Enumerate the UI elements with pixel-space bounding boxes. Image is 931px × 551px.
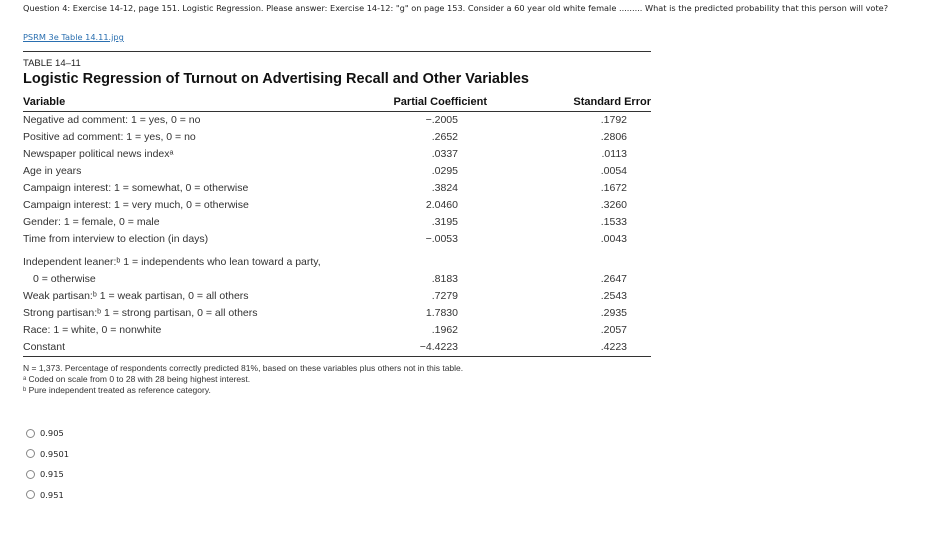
variable-cell: Campaign interest: 1 = very much, 0 = otherwise <box>23 199 249 211</box>
radio-button[interactable] <box>26 470 35 479</box>
table-row <box>23 271 651 288</box>
table-title: Logistic Regression of Turnout on Advertising Recall and Other Variables <box>23 71 529 87</box>
table-row <box>23 322 651 339</box>
table-number: TABLE 14–11 <box>23 58 81 69</box>
answer-option[interactable] <box>26 485 69 506</box>
variable-cell: Gender: 1 = female, 0 = male <box>23 216 160 228</box>
standard-error-cell: .2935 <box>600 307 627 319</box>
variable-cell: Time from interview to election (in days) <box>23 233 209 245</box>
partial-coefficient-cell: −.2005 <box>425 114 458 126</box>
table-row <box>23 129 651 146</box>
table-row <box>23 254 651 271</box>
standard-error-cell: .1533 <box>600 216 627 228</box>
variable-cell: Weak partisan:ᵇ 1 = weak partisan, 0 = all others <box>23 290 249 302</box>
answer-option[interactable] <box>26 444 69 465</box>
table-body-group-2 <box>23 254 651 356</box>
table-body-group-1 <box>23 112 651 248</box>
table-notes <box>23 363 651 396</box>
variable-cell: Strong partisan:ᵇ 1 = strong partisan, 0 = all others <box>23 307 258 319</box>
standard-error-cell: .3260 <box>600 199 627 211</box>
table-row <box>23 214 651 231</box>
partial-coefficient-cell: −4.4223 <box>419 341 458 353</box>
radio-button[interactable] <box>26 449 35 458</box>
variable-cell: Race: 1 = white, 0 = nonwhite <box>23 324 162 336</box>
partial-coefficient-cell: .1962 <box>431 324 458 336</box>
question-text: Question 4: Exercise 14-12, page 151. Logistic Regression. Please answer: Exercise 14-12: "g" on page 153. Consider a 60 year old white female ......... What is the predicted probability that this person will vote? <box>23 3 889 13</box>
header-partial-coefficient: Partial Coefficient <box>393 96 487 108</box>
variable-cell: Newspaper political news indexᵃ <box>23 148 174 160</box>
answer-option[interactable] <box>26 423 69 444</box>
partial-coefficient-cell: .3824 <box>431 182 458 194</box>
table-row <box>23 339 651 356</box>
radio-button[interactable] <box>26 429 35 438</box>
variable-cell: Age in years <box>23 165 82 177</box>
standard-error-cell: .0043 <box>600 233 627 245</box>
header-standard-error: Standard Error <box>573 96 651 108</box>
option-label: 0.951 <box>40 489 64 500</box>
answer-option[interactable] <box>26 464 69 485</box>
note-a: ᵃ Coded on scale from 0 to 28 with 28 being highest interest. <box>23 374 251 384</box>
table-row <box>23 197 651 214</box>
regression-table-figure <box>23 51 651 396</box>
radio-button[interactable] <box>26 490 35 499</box>
header-variable: Variable <box>23 96 66 108</box>
partial-coefficient-cell: .7279 <box>431 290 458 302</box>
option-label: 0.905 <box>40 428 64 439</box>
variable-cell: Campaign interest: 1 = somewhat, 0 = otherwise <box>23 182 249 194</box>
table-row <box>23 163 651 180</box>
partial-coefficient-cell: .2652 <box>431 131 458 143</box>
standard-error-cell: .2543 <box>600 290 627 302</box>
variable-cell: Constant <box>23 341 66 353</box>
table-row <box>23 180 651 197</box>
partial-coefficient-cell: .8183 <box>431 273 458 285</box>
note-n: N = 1,373. Percentage of respondents correctly predicted 81%, based on these variables plus others not in this table. <box>23 363 464 373</box>
standard-error-cell: .2057 <box>600 324 627 336</box>
standard-error-cell: .0113 <box>601 148 627 160</box>
partial-coefficient-cell: .3195 <box>431 216 458 228</box>
option-label: 0.9501 <box>40 448 70 459</box>
partial-coefficient-cell: 1.7830 <box>425 307 458 319</box>
standard-error-cell: .0054 <box>600 165 627 177</box>
table-row <box>23 305 651 322</box>
variable-cell: Independent leaner:ᵇ 1 = independents who lean toward a party, <box>23 256 321 268</box>
table-image-link[interactable]: PSRM 3e Table 14.11.jpg <box>23 32 124 42</box>
variable-cell: 0 = otherwise <box>33 273 96 285</box>
answer-options <box>26 423 69 505</box>
partial-coefficient-cell: −.0053 <box>425 233 458 245</box>
table-row <box>23 112 651 129</box>
table-row <box>23 288 651 305</box>
table-row <box>23 146 651 163</box>
standard-error-cell: .2806 <box>600 131 627 143</box>
option-label: 0.915 <box>40 469 64 480</box>
top-rule <box>23 51 651 52</box>
partial-coefficient-cell: .0337 <box>431 148 458 160</box>
standard-error-cell: .1792 <box>600 114 627 126</box>
column-headers <box>23 94 651 112</box>
standard-error-cell: .1672 <box>600 182 627 194</box>
variable-cell: Negative ad comment: 1 = yes, 0 = no <box>23 114 201 126</box>
partial-coefficient-cell: .0295 <box>431 165 458 177</box>
bottom-rule <box>23 356 651 357</box>
partial-coefficient-cell: 2.0460 <box>425 199 458 211</box>
variable-cell: Positive ad comment: 1 = yes, 0 = no <box>23 131 196 143</box>
standard-error-cell: .2647 <box>600 273 627 285</box>
table-row <box>23 231 651 248</box>
note-b: ᵇ Pure independent treated as reference category. <box>23 385 211 395</box>
standard-error-cell: .4223 <box>600 341 627 353</box>
